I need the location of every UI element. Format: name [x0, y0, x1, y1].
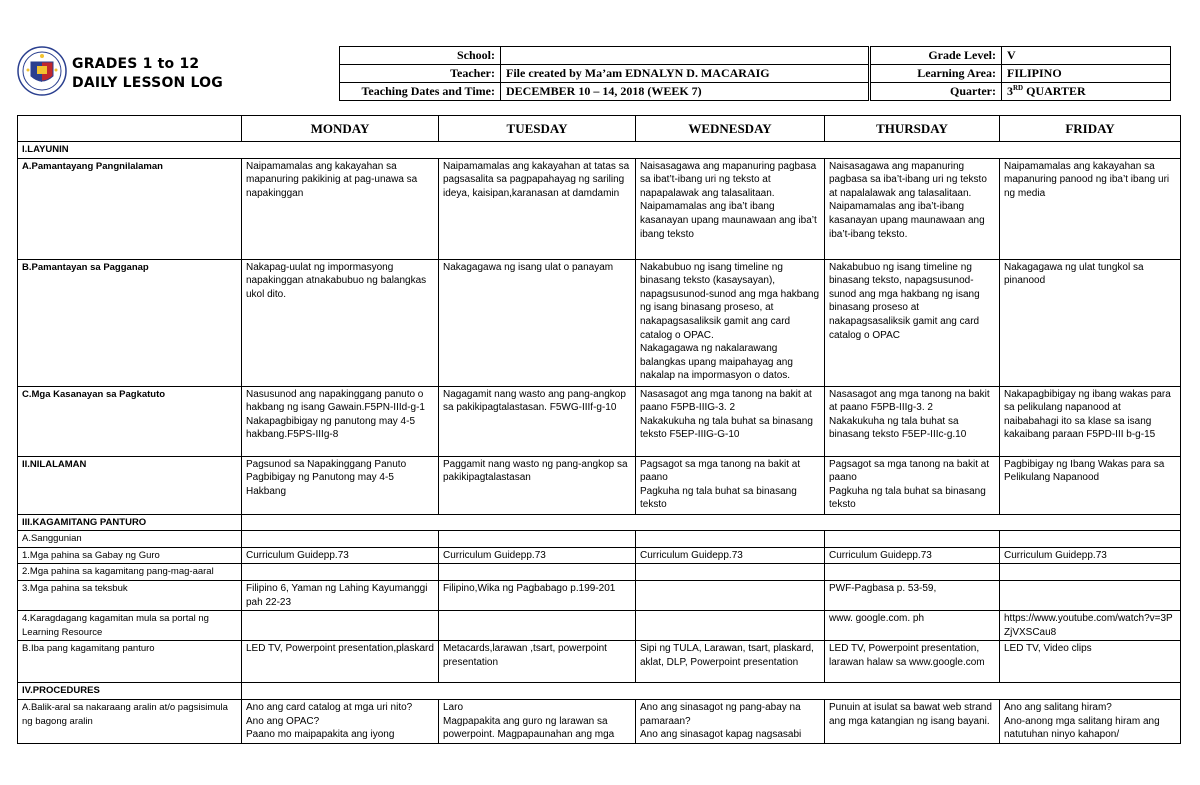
empty-cell	[242, 683, 1181, 700]
cell-text: Naipamamalas ang kakayahan sa mapanuring pakikinig at pag-unawa sa napakinggan	[246, 160, 421, 199]
table-row	[18, 547, 1181, 564]
empty-cell	[242, 531, 439, 548]
day-wednesday: WEDNESDAY	[636, 116, 825, 142]
cell-text: Nakabubuo ng isang timeline ng binasang teksto (kasaysayan), napagsusunod-sunod ang mga hakbang ng isang binasang proseso, at nakapagsasaliksik gamit ang card catalog o OPAC. Nakagagawa ng nakalarawang balangkas upang maipahayag ang nakalap na impormasyon o datos.	[640, 261, 820, 382]
empty-cell	[825, 531, 1000, 548]
table-cell	[825, 158, 1000, 259]
table-cell	[636, 158, 825, 259]
table-cell: Curriculum Guidepp.73	[825, 547, 1000, 564]
portal-link-google[interactable]: www. google.com. ph	[825, 611, 1000, 641]
learning-area-value: FILIPINO	[1002, 65, 1171, 83]
quarter-number: 3	[1007, 84, 1013, 98]
row-label: 1.Mga pahina sa Gabay ng Guro	[18, 547, 242, 564]
cell-text: Ano ang sinasagot ng pang-abay na pamaraan? Ano ang sinasagot kapag nagsasabi	[640, 701, 802, 741]
table-cell	[636, 580, 825, 610]
empty-cell	[439, 531, 636, 548]
header-left	[17, 44, 337, 100]
table-cell: LED TV, Powerpoint presentation,plaskard	[242, 641, 439, 683]
table-row	[18, 611, 1181, 641]
table-cell	[242, 386, 439, 456]
row-label: A.Balik-aral sa nakaraang aralin at/o pagsisimula ng bagong aralin	[18, 699, 242, 743]
cell-text: Naisasagawa ang mapanuring pagbasa sa iba’t-ibang uri ng teksto at napalalawak ang talasalitaan. Naipamamalas ang iba’t-ibang kasanayan upang maunawaan ang iba’t-ibang teksto.	[829, 160, 987, 240]
cell-text: Nakagagawa ng isang ulat o panayam	[443, 261, 614, 273]
day-thursday: THURSDAY	[825, 116, 1000, 142]
title-grades: GRADES 1 to 12	[72, 56, 200, 72]
table-cell: Curriculum Guidepp.73	[439, 547, 636, 564]
table-cell	[1000, 259, 1181, 386]
info-row-teacher	[340, 65, 1171, 83]
table-cell	[439, 259, 636, 386]
day-friday: FRIDAY	[1000, 116, 1181, 142]
cell-text: Ano ang card catalog at mga uri nito? Ano ang OPAC? Paano mo maipapakita ang iyong	[246, 701, 413, 741]
table-row	[18, 699, 1181, 743]
portal-link-youtube[interactable]: https://www.youtube.com/watch?v=3PZjVXSCau8	[1000, 611, 1181, 641]
section-procedures: IV.PROCEDURES	[18, 683, 242, 700]
teacher-value: File created by Ma’am EDNALYN D. MACARAIG	[501, 65, 869, 83]
teaching-dates-label: Teaching Dates and Time:	[340, 83, 501, 101]
section-procedures-row	[18, 683, 1181, 700]
title-daily-lesson-log: DAILY LESSON LOG	[72, 75, 223, 91]
empty-cell	[1000, 531, 1181, 548]
cell-text: Pagsagot sa mga tanong na bakit at paano Pagkuha ng tala buhat sa binasang teksto	[640, 458, 801, 511]
quarter-value	[1002, 83, 1171, 101]
day-tuesday: TUESDAY	[439, 116, 636, 142]
table-cell	[636, 456, 825, 514]
teacher-label: Teacher:	[340, 65, 501, 83]
day-monday: MONDAY	[242, 116, 439, 142]
row-label: B.Iba pang kagamitang panturo	[18, 641, 242, 683]
info-row-dates	[340, 83, 1171, 101]
table-cell	[1000, 456, 1181, 514]
table-cell	[439, 158, 636, 259]
learning-area-label: Learning Area:	[871, 65, 1002, 83]
table-row	[18, 456, 1181, 514]
row-label: A.Sanggunian	[18, 531, 242, 548]
empty-cell	[636, 531, 825, 548]
table-cell: LED TV, Powerpoint presentation, larawan halaw sa www.google.com	[825, 641, 1000, 683]
table-cell: PWF-Pagbasa p. 53-59,	[825, 580, 1000, 610]
cell-text: Nakapagbibigay ng ibang wakas para sa pelikulang napanood at naibabahagi ito sa klase sa isang kakaibang paraan F5PD-III b-g-15	[1004, 388, 1174, 441]
empty-cell	[439, 564, 636, 581]
table-cell: LED TV, Video clips	[1000, 641, 1181, 683]
grade-level-value: V	[1002, 47, 1171, 65]
table-cell	[439, 386, 636, 456]
row-label: 3.Mga pahina sa teksbuk	[18, 580, 242, 610]
cell-text: Pagbibigay ng Ibang Wakas para sa Pelikulang Napanood	[1004, 458, 1168, 484]
cell-text: Nakagagawa ng ulat tungkol sa pinanood	[1004, 261, 1147, 287]
table-cell	[242, 456, 439, 514]
table-cell	[825, 386, 1000, 456]
table-row	[18, 531, 1181, 548]
section-kagamitang-row	[18, 514, 1181, 531]
table-cell: Sipi ng TULA, Larawan, tsart, plaskard, aklat, DLP, Powerpoint presentation	[636, 641, 825, 683]
table-cell	[825, 699, 1000, 743]
corner-cell	[18, 116, 242, 142]
table-cell: Curriculum Guidepp.73	[636, 547, 825, 564]
cell-text: Naipamamalas ang kakayahan at tatas sa pagsasalita sa pagpapahayag ng sariling ideya, kaisipan,karanasan at damdamin	[443, 160, 633, 199]
cell-text: Naisasagawa ang mapanuring pagbasa sa ibat’t-ibang uri ng teksto at napapalawak ang talasalitaan. Naipamamalas ang iba’t ibang kasanayan upang maunawaan ang iba’t ibang teksto	[640, 160, 817, 240]
school-value	[501, 47, 869, 65]
table-cell: Filipino,Wika ng Pagbabago p.199-201	[439, 580, 636, 610]
quarter-text: QUARTER	[1023, 84, 1086, 98]
table-row	[18, 564, 1181, 581]
table-cell: Curriculum Guidepp.73	[1000, 547, 1181, 564]
table-cell	[825, 456, 1000, 514]
section-nilalaman: II.NILALAMAN	[18, 456, 242, 514]
table-row	[18, 641, 1181, 683]
table-row	[18, 259, 1181, 386]
table-cell	[439, 611, 636, 641]
info-table	[339, 46, 1171, 101]
empty-cell	[242, 564, 439, 581]
info-row-school	[340, 47, 1171, 65]
cell-text: Ano ang salitang hiram? Ano-anong mga salitang hiram ang natutuhan ninyo kahapon/	[1004, 701, 1160, 741]
lesson-log-table	[17, 115, 1181, 744]
section-layunin: I.LAYUNIN	[18, 142, 1181, 159]
cell-text: Nasasagot ang mga tanong na bakit at paano F5PB-IIIg-3. 2 Nakakukuha ng tala buhat sa binasang teksto F5EP-IIIc-g.10	[829, 388, 990, 441]
cell-text: Pagsunod sa Napakinggang Panuto Pagbibigay ng Panutong may 4-5 Hakbang	[246, 458, 407, 497]
table-cell	[1000, 580, 1181, 610]
cell-text: Laro Magpapakita ang guro ng larawan sa powerpoint. Magpapaunahan ang mga	[443, 701, 615, 741]
row-label: A.Pamantayang Pangnilalaman	[18, 158, 242, 259]
quarter-suffix: RD	[1013, 84, 1024, 92]
school-label: School:	[340, 47, 501, 65]
section-layunin-row	[18, 142, 1181, 159]
table-cell: Curriculum Guidepp.73	[242, 547, 439, 564]
table-cell	[1000, 158, 1181, 259]
table-cell: Metacards,larawan ,tsart, powerpoint presentation	[439, 641, 636, 683]
cell-text: Nakabubuo ng isang timeline ng binasang teksto, napagsusunod-sunod ang mga hakbang ng isang binasang proseso at nakapagsasaliksik gamit ang card catalog o OPAC	[829, 261, 983, 341]
table-cell	[636, 386, 825, 456]
teaching-dates-value: DECEMBER 10 – 14, 2018 (WEEK 7)	[501, 83, 869, 101]
table-cell	[242, 699, 439, 743]
empty-cell	[1000, 564, 1181, 581]
cell-text: Nagagamit nang wasto ang pang-angkop sa pakikipagtalastasan. F5WG-IIIf-g-10	[443, 388, 629, 414]
table-cell: Filipino 6, Yaman ng Lahing Kayumanggi pah 22-23	[242, 580, 439, 610]
table-cell	[1000, 699, 1181, 743]
table-cell	[636, 611, 825, 641]
cell-text: Nasasagot ang mga tanong na bakit at paano F5PB-IIIG-3. 2 Nakakukuha ng tala buhat sa binasang teksto F5EP-IIIG-G-10	[640, 388, 813, 441]
empty-cell	[242, 514, 1181, 531]
table-row	[18, 158, 1181, 259]
cell-text: Paggamit nang wasto ng pang-angkop sa pakikipagtalastasan	[443, 458, 631, 484]
grade-level-label: Grade Level:	[871, 47, 1002, 65]
table-cell	[636, 699, 825, 743]
empty-cell	[636, 564, 825, 581]
section-kagamitang: III.KAGAMITANG PANTURO	[18, 514, 242, 531]
table-cell	[242, 611, 439, 641]
table-cell	[242, 259, 439, 386]
row-label: C.Mga Kasanayan sa Pagkatuto	[18, 386, 242, 456]
cell-text: Punuin at isulat sa bawat web strand ang mga katangian ng isang bayani.	[829, 701, 995, 727]
empty-cell	[825, 564, 1000, 581]
table-cell	[636, 259, 825, 386]
deped-seal-icon	[17, 46, 67, 96]
cell-text: Pagsagot sa mga tanong na bakit at paano Pagkuha ng tala buhat sa binasang teksto	[829, 458, 990, 511]
cell-text: Nakapag-uulat ng impormasyong napakinggan atnakabubuo ng balangkas ukol dito.	[246, 261, 429, 300]
cell-text: Naipamamalas ang kakayahan sa mapanuring panood ng iba’t ibang uri ng media	[1004, 160, 1172, 199]
table-row	[18, 386, 1181, 456]
table-cell	[439, 699, 636, 743]
row-label: B.Pamantayan sa Pagganap	[18, 259, 242, 386]
day-header-row	[18, 116, 1181, 142]
table-cell	[1000, 386, 1181, 456]
row-label: 4.Karagdagang kagamitan mula sa portal ng Learning Resource	[18, 611, 242, 641]
quarter-label: Quarter:	[871, 83, 1002, 101]
table-cell	[825, 259, 1000, 386]
table-cell	[242, 158, 439, 259]
table-cell	[439, 456, 636, 514]
row-label: 2.Mga pahina sa kagamitang pang-mag-aaral	[18, 564, 242, 581]
table-row	[18, 580, 1181, 610]
cell-text: Nasusunod ang napakinggang panuto o hakbang ng isang Gawain.F5PN-IIId-g-1 Nakapagbibigay ng panutong may 4-5 hakbang.F5PS-IIIg-8	[246, 388, 425, 441]
